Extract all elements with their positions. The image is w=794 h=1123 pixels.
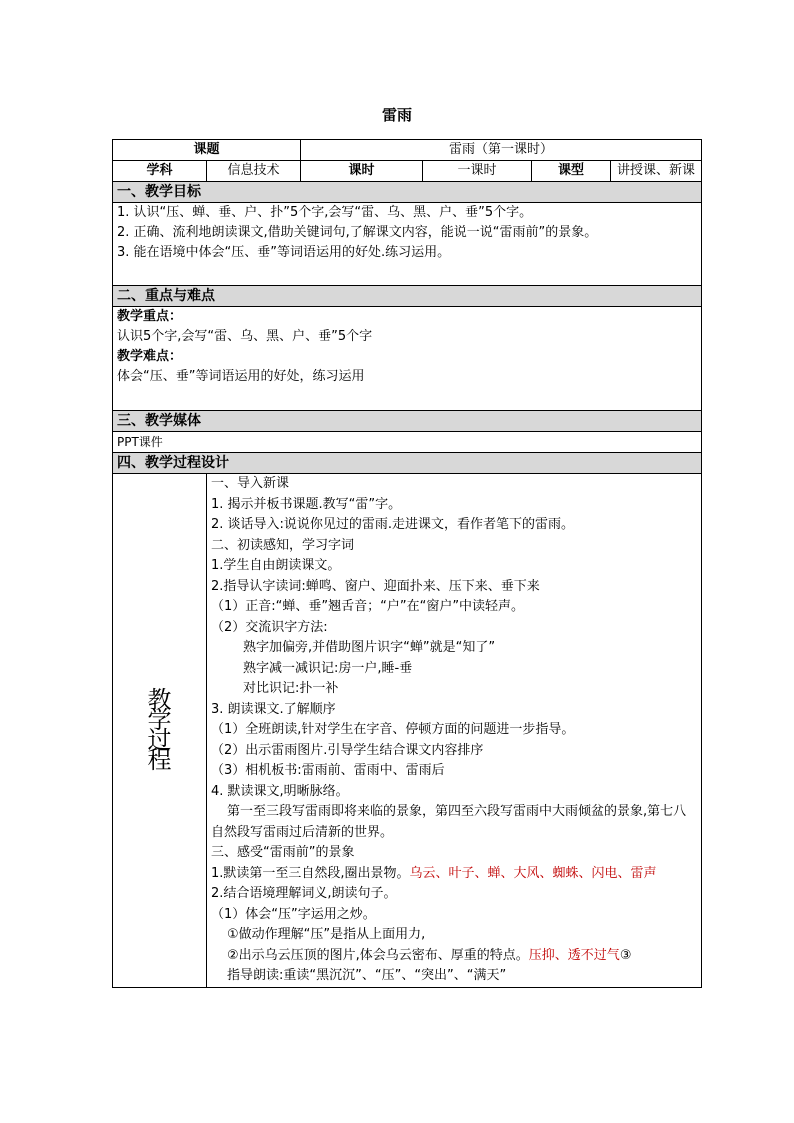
process-content: [207, 474, 702, 988]
process-line: 三、感受“雷雨前”的景象: [211, 845, 355, 860]
key-text: 认识5个字,会写“雷、乌、黑、户、垂”5个字: [117, 329, 373, 344]
subject-value: 信息技术: [207, 161, 301, 182]
objective-line: 2. 正确、流利地朗读课文,借助关键词句,了解课文内容，能说一说“雷雨前”的景象。: [117, 225, 598, 240]
process-line: （3）相机板书:雷雨前、雷雨中、雷雨后: [211, 763, 445, 778]
topic-label: 课题: [113, 140, 301, 161]
highlighted-feeling: 压抑、透不过气: [528, 947, 620, 963]
type-value: 讲授课、新课: [611, 161, 702, 182]
process-line: 2.结合语境理解词义,朗读句子。: [211, 886, 397, 901]
objective-line: 1. 认识“压、蝉、垂、户、扑”5个字,会写“雷、乌、黑、户、垂”5个字。: [117, 205, 533, 220]
process-vertical-label: [113, 474, 207, 988]
type-label: 课型: [532, 161, 611, 182]
process-line: 第一至三段写雷雨即将来临的景象，第四至六段写雷雨中大雨倾盆的景象,第七八自然段写雷雨过后清新的世界。: [211, 804, 687, 840]
difficulty-text: 体会“压、垂”等词语运用的好处，练习运用: [117, 369, 365, 384]
process-line: （1）体会“压”字运用之炒。: [211, 906, 376, 922]
subject-label: 学科: [113, 161, 207, 182]
section-media-heading: 三、教学媒体: [113, 411, 702, 432]
process-line: （2）出示雷雨图片.引导学生结合课文内容排序: [211, 742, 484, 758]
section-objectives-heading: 一、教学目标: [113, 182, 702, 203]
lesson-plan-table: [112, 139, 702, 988]
media-content: PPT课件: [113, 432, 702, 453]
process-line: （1）全班朗读,针对学生在字音、停顿方面的问题进一步指导。: [211, 722, 575, 737]
process-line: 4. 默读课文,明晰脉络。: [211, 783, 349, 799]
process-line: 2.指导认字读词:蝉鸣、窗户、迎面扑来、压下来、垂下来: [211, 578, 540, 594]
process-line: 3. 朗读课文.了解顺序: [211, 701, 336, 717]
vertical-char: 学: [147, 706, 172, 735]
process-line: （2）交流识字方法:: [211, 619, 328, 635]
process-line: [211, 946, 697, 967]
period-value: 一课时: [423, 161, 532, 182]
process-line: 对比识记:扑一补: [243, 681, 339, 696]
topic-value: 雷雨（第一课时）: [301, 140, 702, 161]
process-line-text: ③: [619, 947, 632, 963]
keypoints-content: [113, 307, 702, 411]
process-line: 2. 谈话导入:说说你见过的雷雨.走进课文，看作者笔下的雷雨。: [211, 517, 575, 532]
process-line: （1）正音:“蝉、垂”翘舌音；“户”在“窗户”中读轻声。: [211, 599, 525, 614]
process-line: 1.学生自由朗读课文。: [211, 558, 341, 573]
process-line: 熟字减一减识记:房一户,睡-垂: [243, 660, 413, 676]
difficulty-label: 教学难点：: [117, 349, 183, 364]
key-label: 教学重点：: [117, 309, 183, 324]
process-line: ①做动作理解“压”是指从上面用力,: [227, 927, 426, 942]
period-label: 课时: [301, 161, 423, 182]
document-title: 雷雨: [381, 106, 412, 124]
section-process-heading: 四、教学过程设计: [113, 453, 702, 474]
vertical-char: 教: [147, 686, 172, 715]
process-line: 指导朗读:重读“黑沉沉”、“压”、“突出”、“满天”: [227, 968, 507, 983]
vertical-char: 程: [147, 746, 172, 775]
objectives-content: [113, 203, 702, 286]
process-line: 一、导入新课: [211, 476, 290, 491]
process-line: 1. 揭示并板书课题.教写“雷”字。: [211, 496, 402, 512]
process-line: 二、初读感知，学习字词: [211, 537, 355, 553]
process-line: [211, 864, 697, 885]
highlighted-scenery: 乌云、叶子、蝉、大风、蜘蛛、闪电、雷声: [409, 865, 657, 881]
vertical-char: 过: [147, 726, 172, 755]
objective-line: 3. 能在语境中体会“压、垂”等词语运用的好处.练习运用。: [117, 245, 451, 260]
process-line: 熟字加偏旁,并借助图片识字“蝉”就是“知了”: [243, 640, 496, 655]
process-line-text: 1.默读第一至三自然段,圈出景物。: [211, 865, 410, 881]
section-keypoints-heading: 二、重点与难点: [113, 286, 702, 307]
process-line-text: ②出示乌云压顶的图片,体会乌云密布、厚重的特点。: [227, 947, 529, 963]
